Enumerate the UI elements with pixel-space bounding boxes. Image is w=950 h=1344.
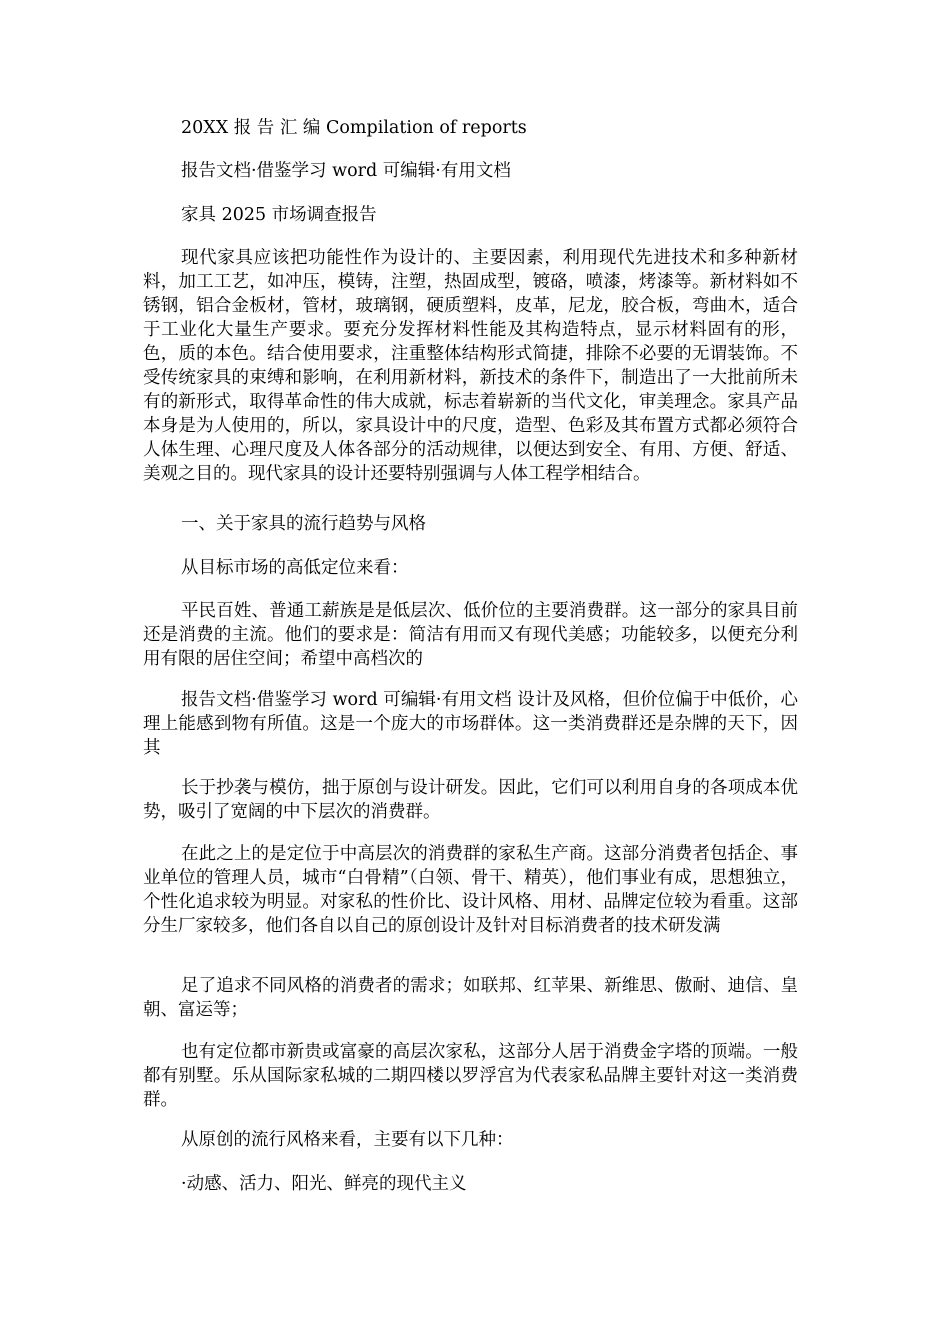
list-item-modernism: ·动感、活力、阳光、鲜亮的现代主义 — [181, 1174, 467, 1194]
paragraph-low-tier-continued: 报告文档·借鉴学习 word 可编辑·有用文档 设计及风格，但价位偏于中低价，心理上能感到物有所值。这是一个庞大的市场群体。这一类消费群还是杂牌的天下，因其 — [143, 690, 798, 758]
paragraph-styles-intro: 从原创的流行风格来看，主要有以下几种： — [181, 1130, 514, 1150]
paragraph-low-tier: 平民百姓、普通工薪族是是低层次、低价位的主要消费群。这一部分的家具目前还是消费的主流。他们的要求是：简洁有用而又有现代美感；功能较多，以便充分利用有限的居住空间；希望中高档次的 — [143, 601, 798, 669]
paragraph-market-positioning: 从目标市场的高低定位来看： — [181, 558, 409, 578]
section-heading-trends: 一、关于家具的流行趋势与风格 — [181, 514, 426, 534]
paragraph-mid-tier-brands: 足了追求不同风格的消费者的需求；如联邦、红苹果、新维思、傲耐、迪信、皇朝、富运等； — [143, 976, 798, 1020]
paragraph-mid-tier: 在此之上的是定位于中高层次的消费群的家私生产商。这部分消费者包括企、事业单位的管理人员，城市“白骨精”（白领、骨干、精英），他们事业有成，思想独立，个性化追求较为明显。对家私的性价比、设计风格、用材、品牌定位较为看重。这部分生厂家较多，他们各自以自己的原创设计及针对目标消费者的技术研发满 — [143, 844, 798, 936]
document-title: 家具 2025 市场调查报告 — [181, 205, 377, 225]
report-subheader-line: 报告文档·借鉴学习 word 可编辑·有用文档 — [181, 161, 511, 181]
report-header-line: 20XX 报 告 汇 编 Compilation of reports — [181, 118, 527, 138]
paragraph-high-tier: 也有定位都市新贵或富豪的高层次家私，这部分人居于消费金字塔的顶端。一般都有别墅。乐从国际家私城的二期四楼以罗浮宫为代表家私品牌主要针对这一类消费群。 — [143, 1042, 798, 1110]
paragraph-intro: 现代家具应该把功能性作为设计的、主要因素，利用现代先进技术和多种新材料，加工工艺，如冲压，模铸，注塑，热固成型，镀硌，喷漆，烤漆等。新材料如不锈钢，铝合金板材，管材，玻璃钢，硬质塑料，皮革，尼龙，胶合板，弯曲木，适合于工业化大量生产要求。要充分发挥材料性能及其构造特点，显示材料固有的形，色，质的本色。结合使用要求，注重整体结构形式简捷，排除不必要的无谓装饰。不受传统家具的束缚和影响，在利用新材料，新技术的条件下，制造出了一大批前所未有的新形式，取得革命性的伟大成就，标志着崭新的当代文化，审美理念。家具产品本身是为人使用的，所以，家具设计中的尺度，造型、色彩及其布置方式都必须符合人体生理、心理尺度及人体各部分的活动规律，以便达到安全、有用、方便、舒适、美观之目的。现代家具的设计还要特别强调与人体工程学相结合。 — [143, 248, 798, 484]
paragraph-imitation: 长于抄袭与模仿，拙于原创与设计研发。因此，它们可以利用自身的各项成本优势，吸引了宽阔的中下层次的消费群。 — [143, 778, 798, 822]
